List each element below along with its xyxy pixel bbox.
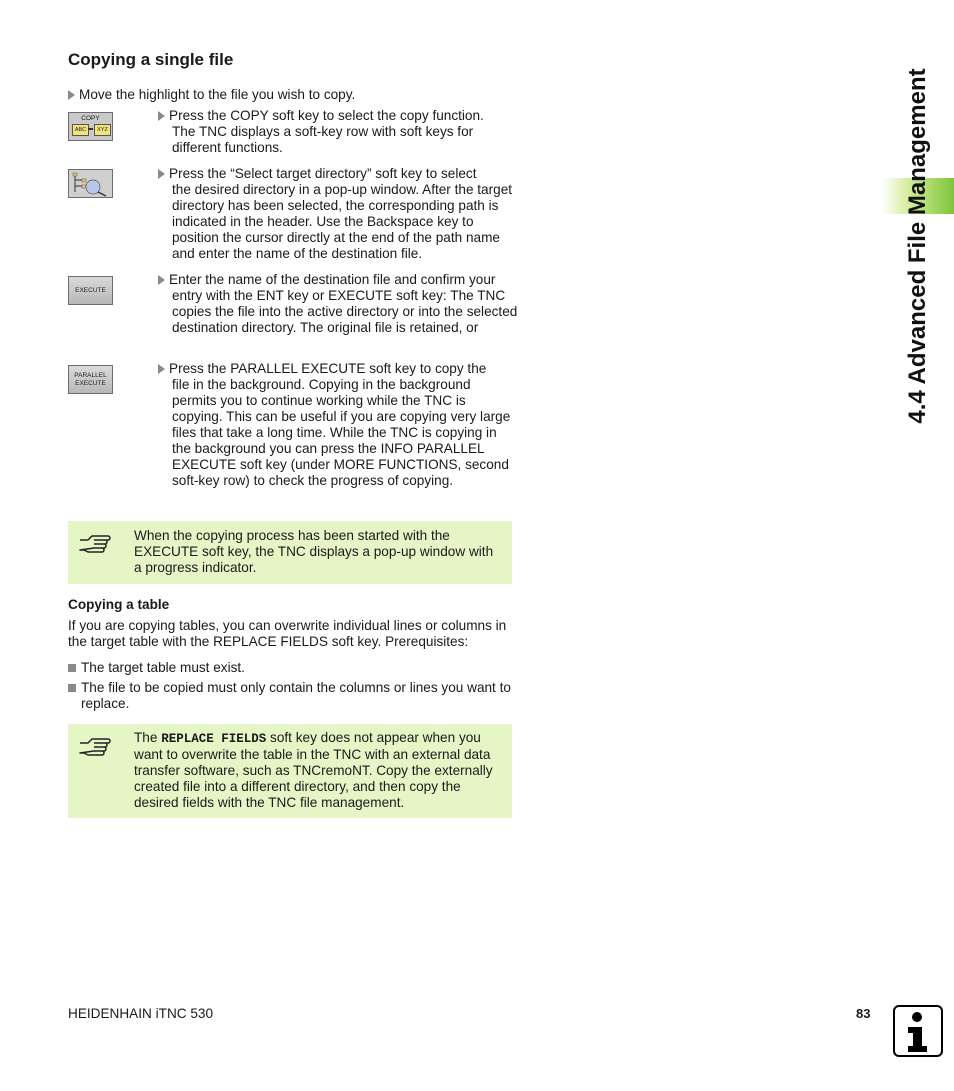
step-execute [158, 272, 518, 336]
intro-step [68, 87, 518, 103]
chapter-side-title: 4.4 Advanced File Management [904, 68, 931, 424]
note-text [134, 730, 502, 811]
step-text: Press the PARALLEL EXECUTE soft key to copy the [169, 361, 487, 376]
arrow-bullet-icon [158, 364, 165, 374]
step-text: Enter the name of the destination file and confirm your [169, 272, 496, 287]
subsection-intro: If you are copying tables, you can overwrite individual lines or columns in the target table with the REPLACE FIELDS soft key. Prerequisites: [68, 618, 507, 649]
note-prefix: The [134, 730, 158, 745]
step-copy [158, 108, 518, 156]
execute-key-label: EXECUTE [75, 380, 106, 387]
copy-softkey-icon [68, 112, 113, 141]
footer-product: HEIDENHAIN iTNC 530 [68, 1006, 214, 1021]
softkey-code: REPLACE FIELDS [161, 732, 267, 746]
bullet-text: The target table must exist. [81, 660, 245, 675]
pointing-hand-icon [78, 734, 112, 758]
step-text-cont: entry with the ENT key or EXECUTE soft key: The TNC copies the file into the active directory or into the selected destination directory. The original file is retained, or [172, 288, 518, 335]
step-parallel-execute [158, 361, 518, 489]
page-number: 83 [856, 1006, 871, 1021]
info-icon [893, 1005, 943, 1057]
subsection-title: Copying a table [68, 597, 170, 612]
intro-text: Move the highlight to the file you wish to copy. [79, 87, 356, 102]
square-bullet-icon [68, 664, 76, 672]
bullet-item [68, 660, 514, 676]
note-box [68, 521, 512, 584]
pointing-hand-icon [78, 531, 112, 555]
copy-arrow-icon [88, 128, 93, 130]
bullet-item [68, 680, 527, 712]
select-target-directory-softkey-icon [68, 169, 113, 198]
copy-key-label: COPY [81, 115, 100, 122]
step-text: Press the COPY soft key to select the copy function. [169, 108, 484, 123]
parallel-key-label: PARALLEL [74, 372, 107, 379]
arrow-bullet-icon [158, 275, 165, 285]
note-text: When the copying process has been started with the EXECUTE soft key, the TNC displays a pop-up window with a progress indicator. [134, 528, 494, 575]
step-text-cont: the desired directory in a pop-up window. After the target directory has been selected, the corresponding path is indicated in the header. Use the Backspace key to position the cursor directly at the end of the path name and enter the name of the destination file. [172, 182, 513, 261]
note-body: soft key does not appear when you want to overwrite the table in the TNC with an external data transfer software, such as TNCremoNT. Copy the externally created file into a different directory, and then copy the desired fields with the TNC file management. [134, 730, 493, 810]
square-bullet-icon [68, 684, 76, 692]
execute-softkey-icon [68, 276, 113, 305]
section-title: Copying a single file [68, 50, 234, 69]
arrow-bullet-icon [158, 111, 165, 121]
copy-key-source: ABC [72, 124, 89, 136]
copy-key-target: XYZ [94, 124, 111, 136]
step-select-target [158, 166, 518, 262]
parallel-execute-softkey-icon [68, 365, 113, 394]
arrow-bullet-icon [158, 169, 165, 179]
step-text: Press the “Select target directory” soft key to select [169, 166, 477, 181]
bullet-text: The file to be copied must only contain the columns or lines you want to replace. [81, 680, 511, 711]
execute-key-label: EXECUTE [75, 287, 106, 294]
note-box [68, 724, 512, 818]
step-text-cont: The TNC displays a soft-key row with soft keys for different functions. [172, 124, 474, 155]
directory-tree-icon [69, 170, 112, 197]
arrow-bullet-icon [68, 90, 75, 100]
step-text-cont: file in the background. Copying in the background permits you to continue working while the TNC is copying. This can be useful if you are copying very large files that take a long time. While the TNC is copying in the background you can press the INFO PARALLEL EXECUTE soft key (under MORE FUNCTIONS, second soft-key row) to check the progress of copying. [172, 377, 511, 488]
